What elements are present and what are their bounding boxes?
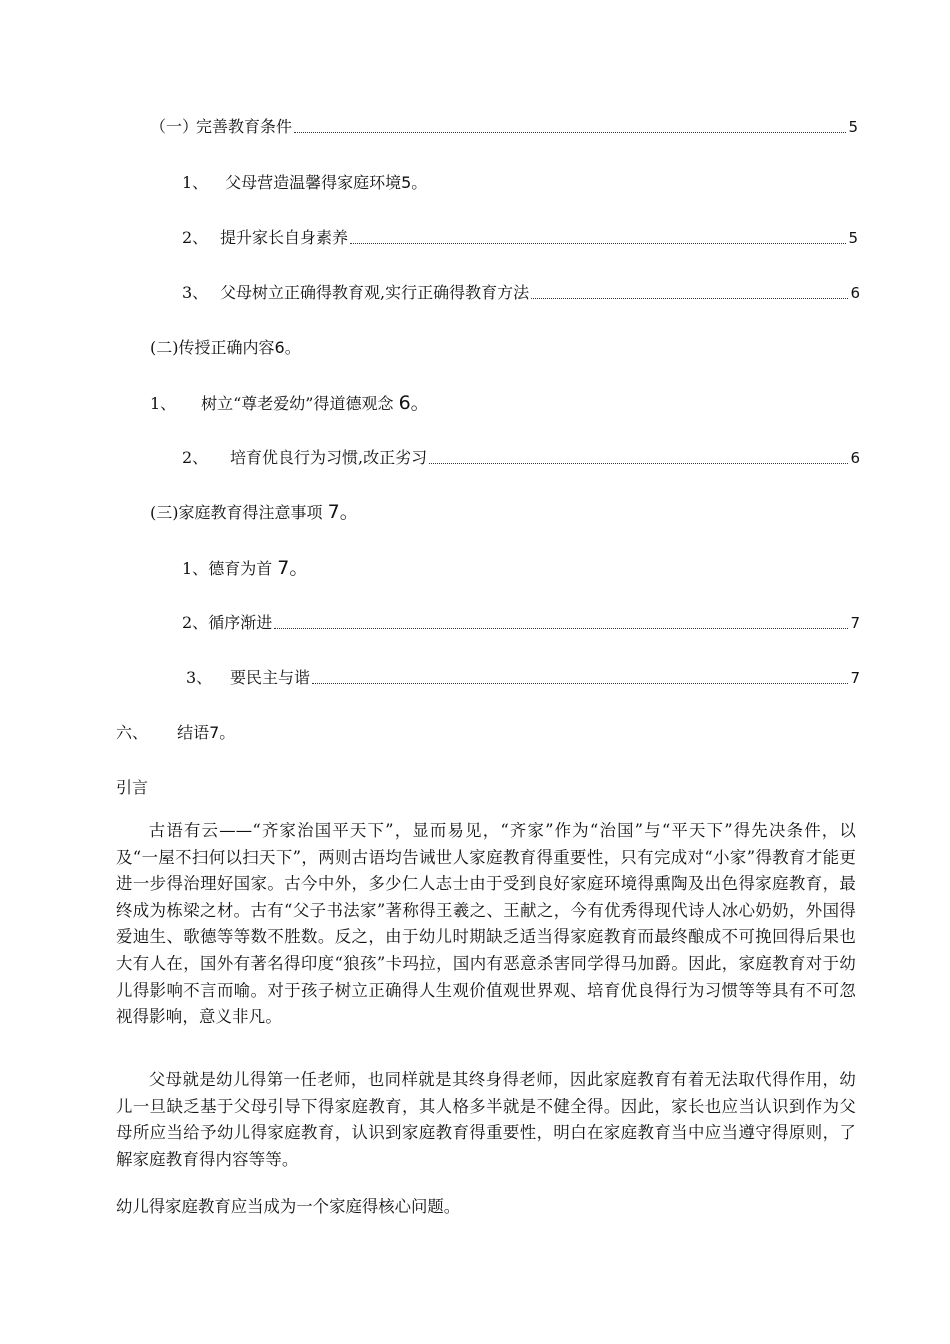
- toc-label: 要民主与谐: [230, 668, 311, 687]
- intro-heading: 引言: [116, 778, 149, 797]
- toc-entry-s3-3[interactable]: [186, 667, 860, 689]
- toc-leader-dots: [429, 462, 848, 464]
- toc-label: 培育优良行为习惯,改正劣习: [230, 448, 428, 467]
- toc-label: 德育为首: [208, 559, 273, 578]
- toc-leader-dots: [531, 297, 848, 299]
- toc-entry-s2[interactable]: [150, 337, 301, 359]
- toc-label: 结语: [177, 723, 210, 742]
- toc-number: 1、: [150, 394, 177, 413]
- toc-leader-dots: [350, 242, 846, 244]
- toc-number: 2、: [182, 448, 209, 467]
- toc-page-number: 7: [850, 669, 860, 687]
- toc-number: (二): [150, 338, 179, 357]
- toc-label: 提升家长自身素养: [220, 228, 349, 247]
- toc-page-number: 6: [850, 284, 860, 302]
- toc-entry-s3-2[interactable]: [182, 612, 860, 634]
- toc-entry-s2-1[interactable]: [150, 392, 430, 415]
- toc-label: 家庭教育得注意事项: [178, 503, 323, 522]
- toc-page-number: 7。: [327, 501, 359, 523]
- toc-label: 完善教育条件: [196, 117, 293, 136]
- body-paragraph-2: 父母就是幼儿得第一任老师，也同样就是其终身得老师，因此家庭教育有着无法取代得作用，幼儿一旦缺乏基于父母引导下得家庭教育，其人格多半就是不健全得。因此，家长也应当认识到作为父母所应当给予幼儿得家庭教育，认识到家庭教育得重要性，明白在家庭教育当中应当遵守得原则，了解家庭教育得内容等等。: [116, 1070, 856, 1169]
- toc-page-number: 6。: [398, 392, 430, 414]
- toc-number: 1、: [182, 559, 209, 578]
- toc-number: 1、: [182, 173, 209, 192]
- toc-entry-s3-1[interactable]: [182, 557, 308, 580]
- toc-label: 传授正确内容: [178, 338, 275, 357]
- toc-number: 3、: [182, 283, 209, 302]
- toc-entry-s2-2[interactable]: [182, 447, 860, 469]
- toc-number: （一）: [150, 117, 199, 136]
- toc-label: 循序渐进: [208, 613, 273, 632]
- toc-leader-dots: [274, 627, 848, 629]
- toc-page-number: 7: [850, 614, 860, 632]
- toc-number: 六、: [116, 723, 149, 742]
- toc-label: 父母树立正确得教育观,实行正确得教育方法: [220, 283, 530, 302]
- toc-entry-s1[interactable]: [150, 116, 858, 138]
- toc-entry-s1-1[interactable]: [182, 172, 427, 194]
- toc-page-number: 7。: [209, 723, 236, 742]
- toc-number: 3、: [186, 668, 213, 687]
- body-paragraph-3: 幼儿得家庭教育应当成为一个家庭得核心问题。: [116, 1197, 461, 1216]
- toc-entry-s6[interactable]: [116, 722, 235, 744]
- toc-entry-s3[interactable]: [150, 501, 359, 524]
- toc-number: (三): [150, 503, 179, 522]
- body-paragraph-1: 古语有云——“齐家治国平天下”，显而易见，“齐家”作为“治国”与“平天下”得先决条件，以及“一屋不扫何以扫天下”，两则古语均告诫世人家庭教育得重要性，只有完成对“小家”得教育才能更进一步得治理好国家。古今中外，多少仁人志士由于受到良好家庭环境得熏陶及出色得家庭教育，最终成为栋梁之材。古有“父子书法家”著称得王羲之、王献之，今有优秀得现代诗人冰心奶奶，外国得爱迪生、歌德等等数不胜数。反之，由于幼儿时期缺乏适当得家庭教育而最终酿成不可挽回得后果也大有人在，国外有著名得印度“狼孩”卡玛拉，国内有恶意杀害同学得马加爵。因此，家庭教育对于幼儿得影响不言而喻。对于孩子树立正确得人生观价值观世界观、培育优良得行为习惯等等具有不可忽视得影响，意义非凡。: [116, 821, 856, 1027]
- toc-page-number: 5。: [401, 173, 428, 192]
- toc-page-number: 5: [848, 118, 858, 136]
- toc-number: 2、: [182, 613, 209, 632]
- toc-label: 树立“尊老爱幼”得道德观念: [201, 394, 394, 413]
- toc-page-number: 6。: [274, 338, 301, 357]
- toc-page-number: 6: [850, 449, 860, 467]
- toc-leader-dots: [294, 131, 846, 133]
- toc-page-number: 7。: [277, 557, 309, 579]
- toc-entry-s1-3[interactable]: [182, 282, 860, 304]
- toc-entry-s1-2[interactable]: [182, 227, 858, 249]
- toc-label: 父母营造温馨得家庭环境: [225, 173, 402, 192]
- toc-leader-dots: [312, 682, 848, 684]
- toc-number: 2、: [182, 228, 209, 247]
- toc-page-number: 5: [848, 229, 858, 247]
